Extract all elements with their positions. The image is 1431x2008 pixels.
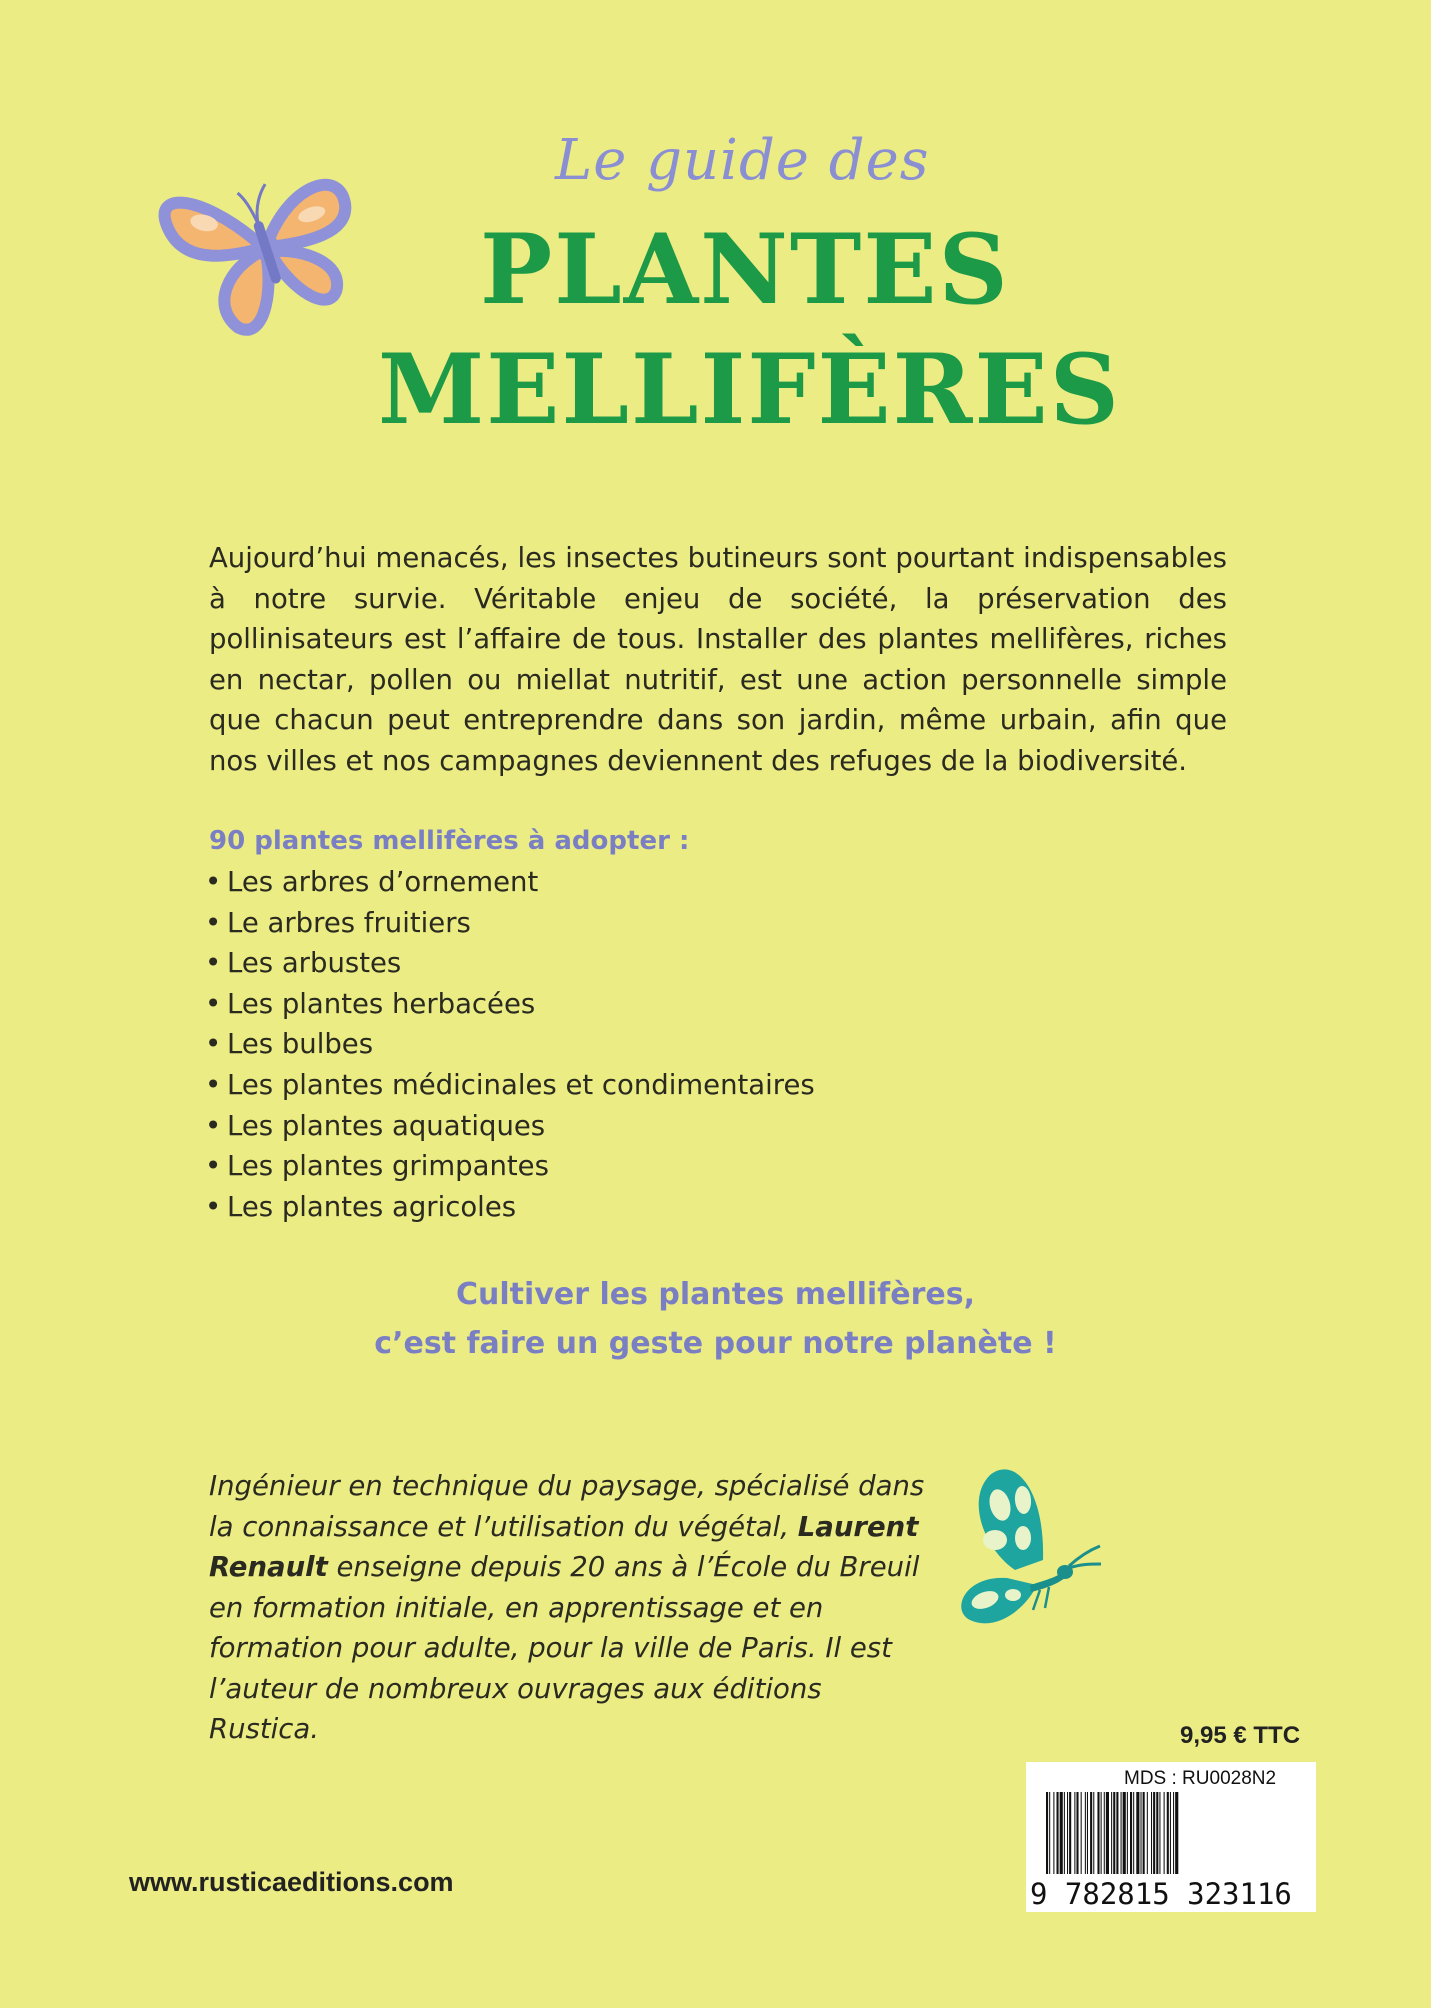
barcode-bar — [1111, 1792, 1112, 1874]
barcode-bar — [1053, 1792, 1054, 1874]
list-item — [205, 903, 815, 944]
barcode-bar — [1057, 1792, 1059, 1874]
barcode-bar — [1101, 1792, 1102, 1874]
barcode-bar — [1106, 1792, 1109, 1874]
list-item-label: Les plantes grimpantes — [227, 1150, 549, 1183]
barcode-bar — [1159, 1792, 1160, 1874]
barcode-bar — [1081, 1792, 1082, 1874]
barcode-bar — [1069, 1792, 1071, 1874]
book-title-line-1: PLANTES — [480, 213, 1010, 326]
barcode-bar — [1167, 1792, 1169, 1874]
price-label: 9,95 € TTC — [1180, 1722, 1301, 1749]
barcode-bar — [1085, 1792, 1086, 1874]
barcode-bar — [1170, 1792, 1171, 1874]
bullet: • — [205, 1190, 222, 1223]
barcode-bar — [1060, 1792, 1063, 1874]
list-item — [205, 862, 815, 903]
barcode-bar — [1104, 1792, 1105, 1874]
list-item — [205, 943, 815, 984]
barcode-bar — [1064, 1792, 1065, 1874]
barcode-bar — [1087, 1792, 1088, 1874]
bullet: • — [205, 866, 222, 898]
barcode-bar — [1116, 1792, 1118, 1874]
bullet: • — [205, 1068, 222, 1101]
book-title-line-2: MELLIFÈRES — [378, 333, 1121, 446]
list-item — [205, 1187, 815, 1228]
tagline-line-2: c’est faire un geste pour notre planète ! — [374, 1326, 1057, 1361]
bullet: • — [205, 1028, 222, 1061]
barcode-bar — [1121, 1792, 1122, 1874]
list-item-label: Le arbres fruitiers — [227, 906, 471, 939]
tagline-line-1: Cultiver les plantes mellifères, — [456, 1277, 975, 1312]
list-item — [205, 1106, 815, 1147]
author-name: Laurent Renault — [209, 1510, 919, 1583]
barcode-bar — [1090, 1792, 1092, 1874]
intro-paragraph: Aujourd’hui menacés, les insectes butineurs sont pourtant indispensables à notre survie. Véritable enjeu de société, la préservation des pollinisateurs est l’affaire de tous. Installer des plantes mellifères, riches en nectar, pollen ou miellat nutritif, est une action personnelle simple que chacun peut entreprendre dans son jardin, même urbain, afin que nos villes et nos campagnes deviennent des refuges de la biodiversité. — [209, 542, 1227, 777]
barcode-bar — [1123, 1792, 1126, 1874]
author-bio-rest: enseigne depuis 20 ans à l’École du Breuil en formation initiale, en apprentissage et en formation pour adulte, pour la ville de Paris. Il est l’auteur de nombreux ouvrages aux éditions Rustica. — [209, 1551, 920, 1745]
list-item-label: Les plantes agricoles — [227, 1190, 517, 1223]
barcode-bar — [1141, 1792, 1142, 1874]
barcode-bar — [1130, 1792, 1132, 1874]
author-bio-intro: Ingénieur en technique du paysage, spécialisé dans la connaissance et l’utilisation du végétal, — [209, 1470, 925, 1543]
isbn-digits: 9 782815 323116 — [1030, 1877, 1292, 1911]
barcode-bar — [1133, 1792, 1134, 1874]
barcode-bar — [1156, 1792, 1158, 1874]
butterfly-icon — [945, 1460, 1110, 1645]
list-item — [205, 984, 815, 1025]
list-item-label: Les plantes herbacées — [227, 987, 536, 1020]
author-bio — [209, 1466, 929, 1750]
barcode-bar — [1067, 1792, 1068, 1874]
bullet: • — [205, 947, 222, 980]
barcode-bar — [1113, 1792, 1115, 1874]
barcode-icon — [1046, 1792, 1296, 1874]
butterfly-icon — [158, 135, 373, 350]
bullet: • — [205, 1150, 222, 1183]
list-item — [205, 1146, 815, 1187]
list-heading: 90 plantes mellifères à adopter : — [209, 826, 690, 856]
barcode-bar — [1175, 1792, 1178, 1874]
bullet: • — [205, 1109, 222, 1142]
list-item-label: Les arbustes — [227, 947, 402, 980]
barcode-bar — [1093, 1792, 1094, 1874]
barcode-bar — [1143, 1792, 1145, 1874]
barcode-bar — [1153, 1792, 1155, 1874]
list-item-label: Les arbres d’ornement — [227, 866, 539, 898]
bullet: • — [205, 906, 222, 939]
tagline — [0, 1270, 1431, 1368]
barcode-bar — [1147, 1792, 1148, 1874]
list-item-label: Les plantes médicinales et condimentaires — [227, 1068, 815, 1101]
barcode-bar — [1097, 1792, 1099, 1874]
plant-category-list — [205, 862, 815, 1227]
script-title: Le guide des — [555, 128, 930, 193]
list-item — [205, 1065, 815, 1106]
barcode-bar — [1127, 1792, 1128, 1874]
barcode-bar — [1136, 1792, 1139, 1874]
bullet: • — [205, 987, 222, 1020]
barcode-bar — [1173, 1792, 1174, 1874]
list-item — [205, 1024, 815, 1065]
barcode-bar — [1074, 1792, 1075, 1874]
list-item-label: Les bulbes — [227, 1028, 374, 1061]
barcode-bar — [1151, 1792, 1152, 1874]
mds-code: MDS : RU0028N2 — [1124, 1768, 1277, 1789]
list-item-label: Les plantes aquatiques — [227, 1109, 546, 1142]
barcode-bar — [1164, 1792, 1165, 1874]
website-url: www.rusticaeditions.com — [129, 1867, 454, 1897]
barcode-bar — [1076, 1792, 1078, 1874]
barcode-bar — [1046, 1792, 1048, 1874]
barcode-bar — [1049, 1792, 1050, 1874]
